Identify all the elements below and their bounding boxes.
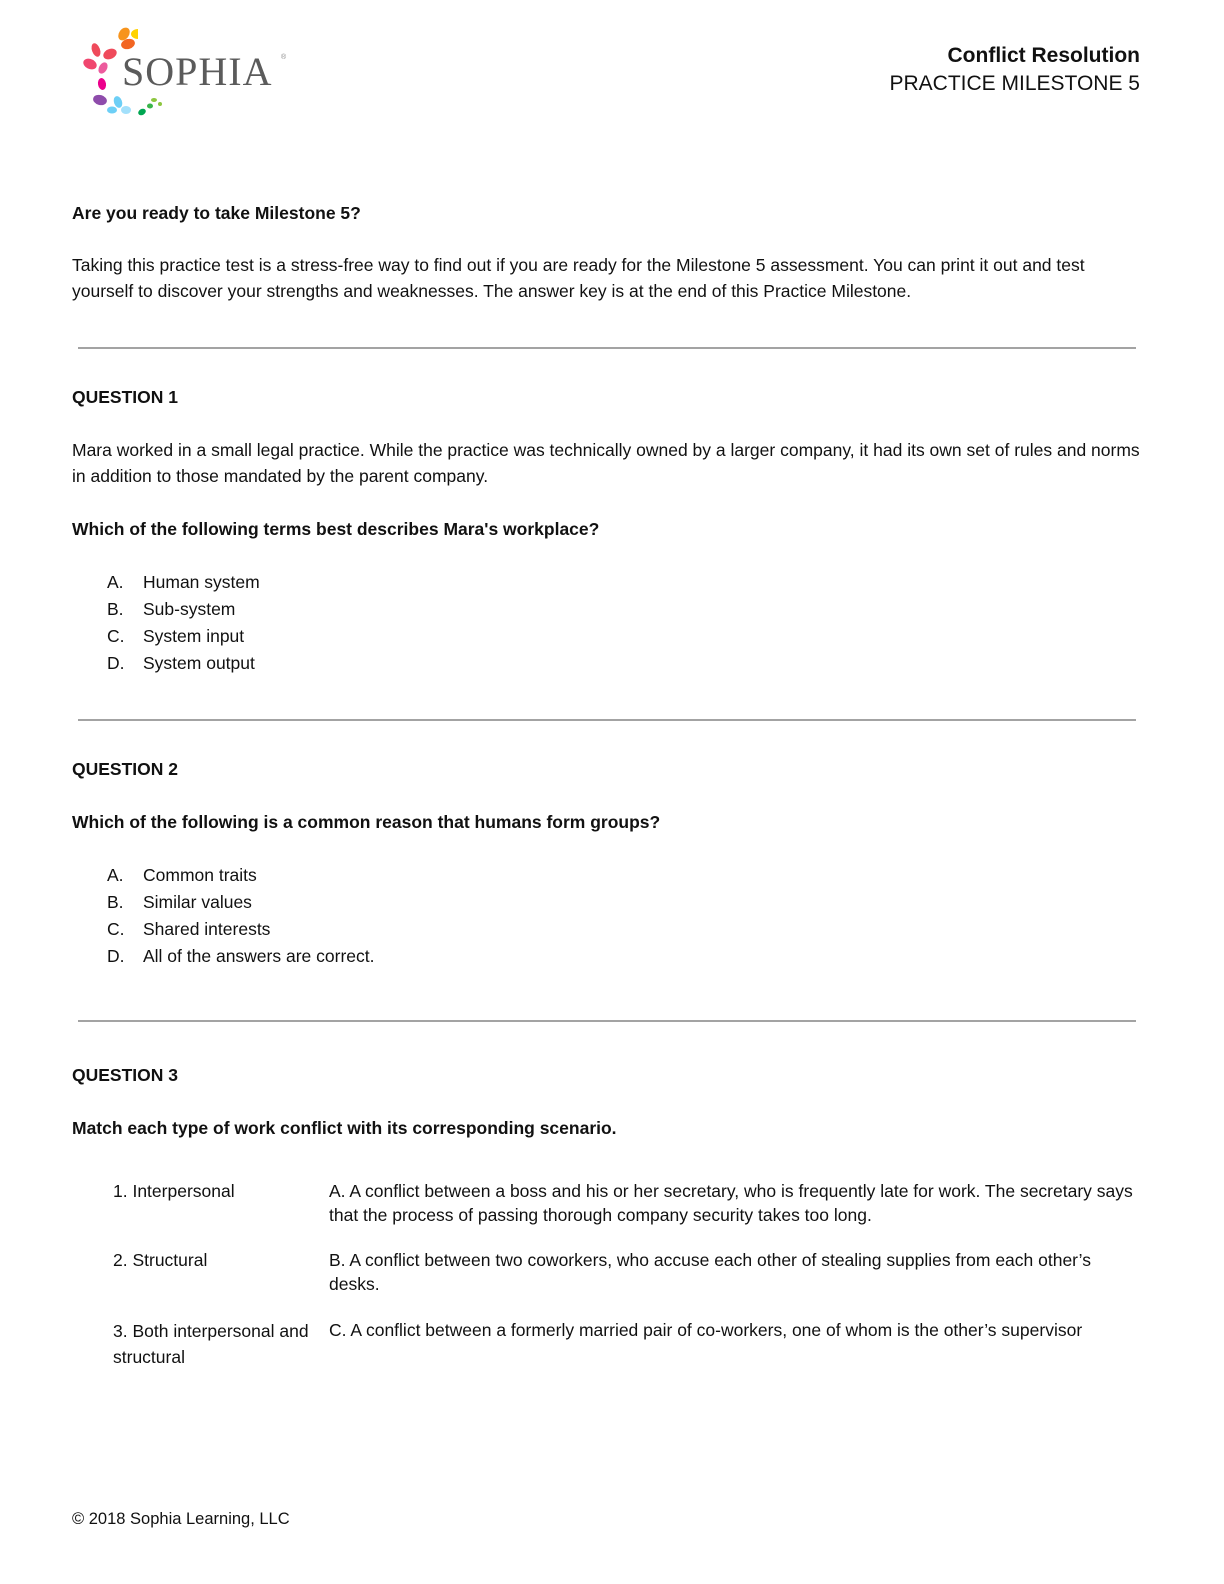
option-letter: B. (107, 599, 124, 619)
answer-option[interactable] (107, 889, 1142, 916)
logo-petal (138, 107, 147, 116)
answer-options (107, 569, 1142, 677)
question-2 (72, 756, 1142, 970)
question-stem: Mara worked in a small legal practice. While the practice was technically owned by a larger company, it had its own set of rules and norms in addition to those mandated by the parent company. (72, 440, 1140, 486)
conflict-type: 3. Both interpersonal and structural (113, 1321, 309, 1367)
intro-text: Taking this practice test is a stress-free way to find out if you are ready for the Milestone 5 assessment. You can print it out and test yourself to discover your strengths and weaknesses. The answer key is at the end of this Practice Milestone. (72, 255, 1085, 301)
conflict-scenario: A. A conflict between a boss and his or her secretary, who is frequently late for work. The secretary says that the process of passing thorough company security takes too long. (329, 1181, 1133, 1225)
logo-petal (151, 98, 157, 102)
option-letter: C. (107, 626, 125, 646)
section-divider (78, 719, 1136, 721)
logo-petal (97, 61, 110, 75)
logo-petal (82, 57, 99, 72)
matching-table (113, 1179, 1133, 1370)
option-text: Human system (143, 572, 260, 592)
section-divider (78, 347, 1136, 349)
sophia-logo (78, 22, 298, 122)
registered-mark: ® (281, 54, 287, 61)
answer-option[interactable] (107, 862, 1142, 889)
match-row (113, 1179, 1133, 1227)
question-3 (72, 1062, 1142, 1370)
option-letter: A. (107, 572, 124, 592)
answer-option[interactable] (107, 650, 1142, 677)
match-row (113, 1248, 1133, 1296)
option-text: System output (143, 653, 255, 673)
answer-option[interactable] (107, 596, 1142, 623)
logo-petal (102, 47, 119, 62)
question-title: QUESTION 1 (72, 387, 178, 407)
conflict-type: 1. Interpersonal (113, 1181, 235, 1201)
logo-petal (121, 106, 131, 114)
petal-tail-icon (138, 92, 168, 122)
question-title: QUESTION 2 (72, 759, 178, 779)
match-row (113, 1318, 1133, 1370)
option-letter: A. (107, 865, 124, 885)
logo-petal (158, 102, 162, 106)
intro-heading: Are you ready to take Milestone 5? (72, 203, 361, 223)
option-letter: C. (107, 919, 125, 939)
conflict-scenario: C. A conflict between a formerly married pair of co-workers, one of whom is the other’s supervisor (329, 1320, 1083, 1340)
answer-option[interactable] (107, 623, 1142, 650)
option-letter: D. (107, 946, 125, 966)
option-text: Similar values (143, 892, 252, 912)
logo-petal (107, 107, 117, 114)
copyright-footer: © 2018 Sophia Learning, LLC (72, 1510, 290, 1528)
logo-petal (97, 77, 107, 90)
option-text: Common traits (143, 865, 257, 885)
conflict-scenario: B. A conflict between two coworkers, who accuse each other of stealing supplies from each other’s desks. (329, 1250, 1091, 1294)
question-title: QUESTION 3 (72, 1065, 178, 1085)
answer-option[interactable] (107, 569, 1142, 596)
question-prompt: Which of the following terms best describes Mara's workplace? (72, 519, 600, 539)
option-text: Shared interests (143, 919, 271, 939)
logo-petal (92, 93, 108, 106)
document-header (889, 42, 1140, 98)
option-text: All of the answers are correct. (143, 946, 375, 966)
section-divider (78, 1020, 1136, 1022)
question-1 (72, 384, 1142, 677)
option-text: System input (143, 626, 245, 646)
logo-petal (131, 29, 138, 39)
option-text: Sub-system (143, 599, 236, 619)
question-prompt: Match each type of work conflict with its corresponding scenario. (72, 1118, 617, 1138)
option-letter: B. (107, 892, 124, 912)
intro-section (72, 200, 1142, 304)
logo-petal (147, 104, 153, 109)
answer-option[interactable] (107, 943, 1142, 970)
course-title: Conflict Resolution (947, 44, 1140, 67)
option-letter: D. (107, 653, 125, 673)
document-subtitle: PRACTICE MILESTONE 5 (889, 72, 1140, 95)
logo-petal (90, 42, 102, 58)
conflict-type: 2. Structural (113, 1250, 208, 1270)
answer-options (107, 862, 1142, 970)
answer-option[interactable] (107, 916, 1142, 943)
logo-wordmark: SOPHIA (122, 49, 273, 94)
document-body (72, 200, 1142, 1370)
question-prompt: Which of the following is a common reason that humans form groups? (72, 812, 661, 832)
